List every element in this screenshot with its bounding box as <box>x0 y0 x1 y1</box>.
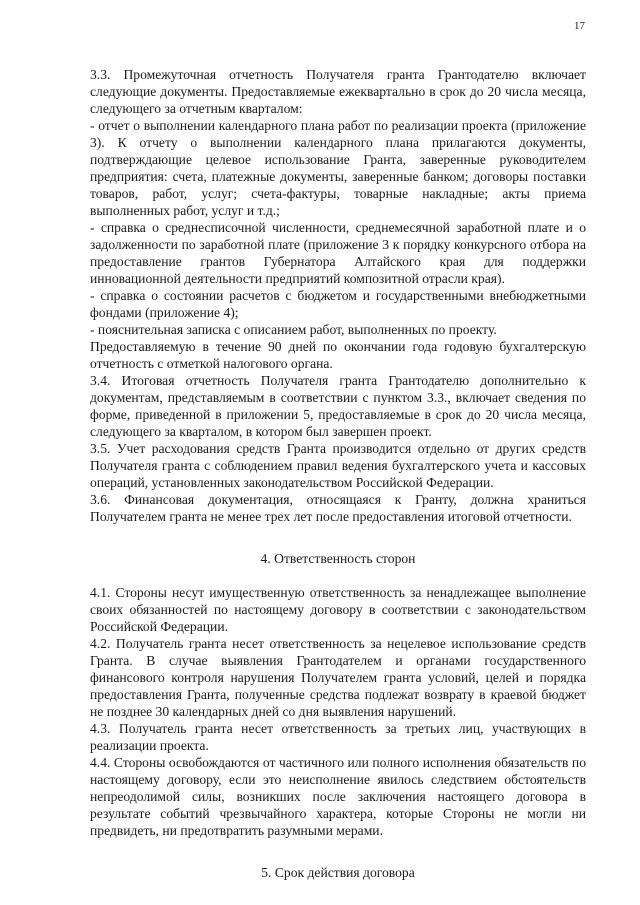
paragraph-4-4: 4.4. Стороны освобождаются от частичного или полного исполнения обязательств по настоящему договору, если это неисполнение явилось следствием обстоятельств непреодолимой силы, возникших после заключения настоящего договора в результате событий чрезвычайного характера, которые Стороны не могли ни предвидеть, ни предотвратить разумными мерами. <box>90 755 586 838</box>
paragraph-3-5: 3.5. Учет расходования средств Гранта производится отдельно от других средств Получателя гранта с соблюдением правил ведения бухгалтерского учета и кассовых операций, установленных законодательством Российской Федерации. <box>90 441 586 490</box>
paragraph-annual-reporting: Предоставляемую в течение 90 дней по окончании года годовую бухгалтерскую отчетность с отметкой налогового органа. <box>90 339 586 371</box>
paragraph-4-3: 4.3. Получатель гранта несет ответственность за третьих лиц, участвующих в реализации проекта. <box>90 721 586 753</box>
document-body <box>90 66 586 881</box>
list-item-headcount-certificate: - справка о среднесписочной численности, среднемесячной заработной плате и о задолженности по заработной плате (приложение 3 к порядку конкурсного отбора на предоставление грантов Губернатора Алтайского края для поддержки инновационной деятельности предприятий композитной отрасли края). <box>90 220 586 286</box>
list-item-calendar-plan-report: - отчет о выполнении календарного плана работ по реализации проекта (приложение 3). К отчету о выполнении календарного плана прилагаются документы, подтверждающие целевое использование Гранта, заверенные руководителем предприятия: счета, платежные документы, заверенные банком; договоры поставки товаров, работ, услуг; счета-фактуры, товарные накладные; акты приема выполненных работ, услуг и т.д.; <box>90 118 586 218</box>
section-4-heading: 4. Ответственность сторон <box>260 551 416 566</box>
paragraph-4-1: 4.1. Стороны несут имущественную ответственность за ненадлежащее выполнение своих обязанностей по настоящему договору в соответствии с законодательством Российской Федерации. <box>90 585 586 634</box>
paragraph-3-4: 3.4. Итоговая отчетность Получателя гранта Грантодателю дополнительно к документам, представляемым в соответствии с пунктом 3.3., включает сведения по форме, приведенной в приложении 5, предоставляемые в срок до 20 числа месяца, следующего за кварталом, в котором был завершен проект. <box>90 373 586 439</box>
paragraph-3-6: 3.6. Финансовая документация, относящаяся к Гранту, должна храниться Получателем гранта не менее трех лет после предоставления итоговой отчетности. <box>90 492 586 524</box>
list-item-settlements-certificate: - справка о состоянии расчетов с бюджетом и государственными внебюджетными фондами (приложение 4); <box>90 288 586 320</box>
paragraph-4-2: 4.2. Получатель гранта несет ответственность за нецелевое использование средств Гранта. В случае выявления Грантодателем и органами государственного финансового контроля нарушения Получателем гранта условий, целей и порядка предоставления Гранта, полученные средства подлежат возврату в краевой бюджет не позднее 30 календарных дней со дня выявления нарушений. <box>90 636 586 719</box>
list-item-explanatory-note: - пояснительная записка с описанием работ, выполненных по проекту. <box>90 322 497 337</box>
paragraph-3-3: 3.3. Промежуточная отчетность Получателя гранта Грантодателю включает следующие документы. Предоставляемые ежеквартально в срок до 20 числа месяца, следующего за отчетным кварталом: <box>90 67 586 116</box>
page-number: 17 <box>574 20 585 32</box>
section-5-heading: 5. Срок действия договора <box>261 865 415 880</box>
